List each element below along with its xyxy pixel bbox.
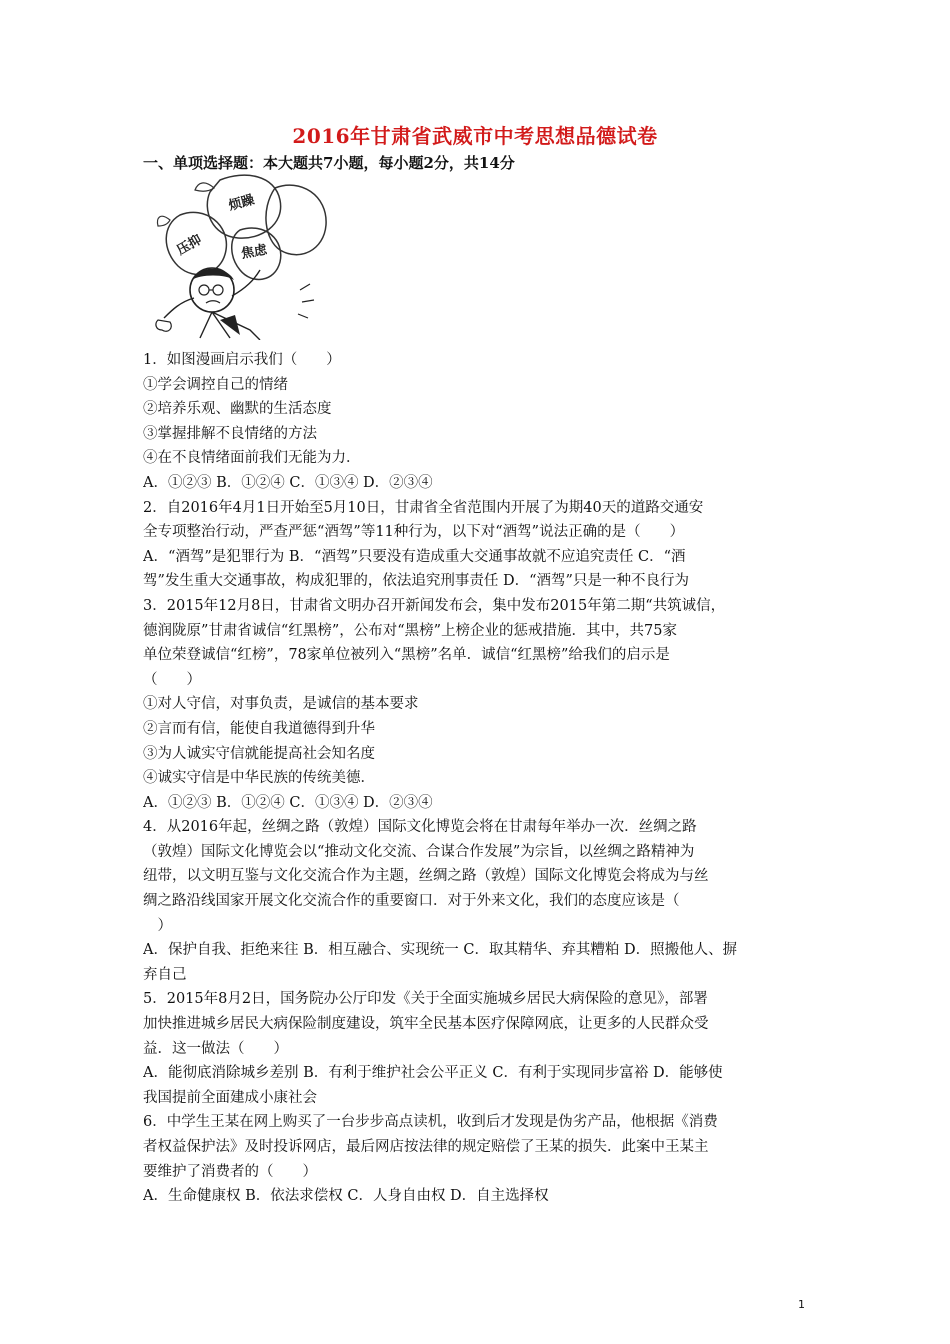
text-line: 4．从2016年起，丝绸之路（敦煌）国际文化博览会将在甘肃每年举办一次．丝绸之路: [143, 819, 697, 836]
text-line: 加快推进城乡居民大病保险制度建设，筑牢全民基本医疗保障网底，让更多的人民群众受: [143, 1016, 709, 1033]
cartoon-label-2: 压抑: [174, 232, 205, 259]
text-line: 德润陇原”甘肃省诚信“红黑榜”，公布对“黑榜”上榜企业的惩戒措施．其中，共75家: [143, 622, 678, 639]
text-line: 6．中学生王某在网上购买了一台步步高点读机，收到后才发现是伪劣产品，他根据《消费: [143, 1114, 718, 1131]
text-line: A．“酒驾”是犯罪行为 B．“酒驾”只要没有造成重大交通事故就不应追究责任 C．“酒: [143, 548, 686, 565]
cartoon-label-3: 焦虑: [240, 242, 269, 262]
text-line: 1．如图漫画启示我们（ ）: [143, 352, 341, 368]
text-line: 单位荣登诚信“红榜”，78家单位被列入“黑榜”名单．诚信“红黑榜”给我们的启示是: [143, 647, 670, 664]
text-line: 2．自2016年4月1日开始至5月10日，甘肃省全省范围内开展了为期40天的道路交通安: [143, 499, 704, 516]
text-line: ③掌握排解不良情绪的方法: [143, 425, 317, 442]
text-line: ④在不良情绪面前我们无能为力．: [143, 450, 361, 467]
text-line: ）: [143, 917, 172, 934]
text-line: 5．2015年8月2日，国务院办公厅印发《关于全面实施城乡居民大病保险的意见》，部署: [143, 991, 708, 1008]
text-line: ④诚实守信是中华民族的传统美德．: [143, 770, 375, 787]
text-line: A．能彻底消除城乡差别 B．有利于维护社会公平正义 C．有利于实现同步富裕 D．能够使: [143, 1065, 723, 1082]
text-line: ②培养乐观、幽默的生活态度: [143, 401, 332, 418]
text-line: 益．这一做法（ ）: [143, 1040, 288, 1057]
text-line: 我国提前全面建成小康社会: [143, 1089, 317, 1106]
text-line: ①学会调控自己的情绪: [143, 376, 288, 393]
text-line: 3．2015年12月8日，甘肃省文明办召开新闻发布会，集中发布2015年第二期“共筑诚信，: [143, 597, 726, 614]
text-line: ①对人守信，对事负责，是诚信的基本要求: [143, 696, 419, 713]
text-line: （ ）: [143, 671, 201, 688]
text-line: （敦煌）国际文化博览会以“推动文化交流、合谋合作发展”为宗旨，以丝绸之路精神为: [143, 843, 695, 860]
text-line: A．保护自我、拒绝来往 B．相互融合、实现统一 C．取其精华、弃其糟粕 D．照搬他人、摒: [143, 942, 738, 959]
page-title: 2016年甘肃省武威市中考思想品德试卷: [292, 124, 658, 148]
text-line: 要维护了消费者的（ ）: [143, 1163, 317, 1180]
text-line: A．①②③ B．①②④ C．①③④ D．②③④: [143, 474, 433, 491]
text-line: A．①②③ B．①②④ C．①③④ D．②③④: [143, 794, 433, 811]
text-line: 纽带，以文明互鉴与文化交流合作为主题，丝绸之路（敦煌）国际文化博览会将成为与丝: [143, 868, 709, 885]
text-line: 绸之路沿线国家开展文化交流合作的重要窗口．对于外来文化，我们的态度应该是（: [143, 893, 680, 910]
page-number: 1: [798, 1298, 805, 1311]
question-body: [143, 348, 808, 1209]
cartoon-illustration: [150, 170, 350, 340]
text-line: ③为人诚实守信就能提高社会知名度: [143, 745, 375, 762]
text-line: 弃自己: [143, 966, 187, 983]
text-line: 者权益保护法》及时投诉网店，最后网店按法律的规定赔偿了王某的损失．此案中王某主: [143, 1139, 709, 1155]
text-line: ②言而有信，能使自我道德得到升华: [143, 720, 375, 737]
text-line: 全专项整治行动，严查严惩“酒驾”等11种行为，以下对“酒驾”说法正确的是（ ）: [143, 524, 685, 541]
text-line: 驾”发生重大交通事故，构成犯罪的，依法追究刑事责任 D．“酒驾”只是一种不良行为: [143, 573, 689, 590]
text-line: A．生命健康权 B．依法求偿权 C．人身自由权 D．自主选择权: [143, 1188, 549, 1205]
section-heading: 一、单项选择题：本大题共7小题，每小题2分，共14分: [143, 154, 515, 172]
cartoon-label-1: 烦躁: [227, 192, 257, 214]
